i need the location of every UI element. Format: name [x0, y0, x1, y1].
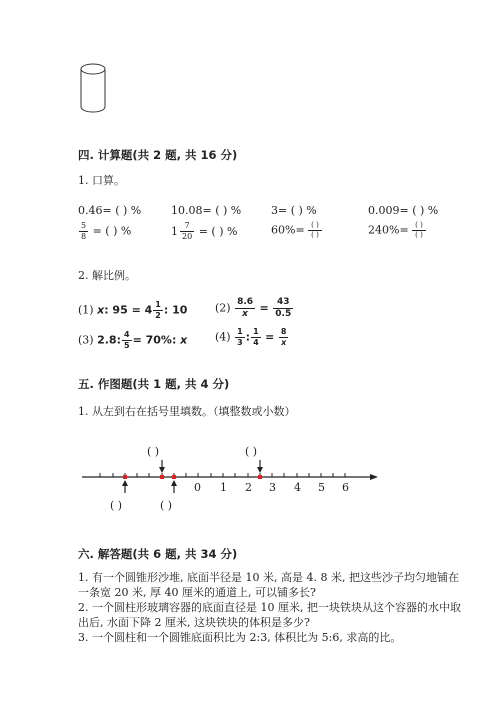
problem-2-line-1: 2. 一个圆柱形玻璃容器的底面直径是 10 厘米, 把一块铁块从这个容器的水中取: [78, 601, 461, 614]
section4-title: 四. 计算题(共 2 题, 共 16 分): [78, 148, 238, 162]
section6-title: 六. 解答题(共 6 题, 共 34 分): [78, 547, 238, 561]
section5-title: 五. 作图题(共 1 题, 共 4 分): [78, 377, 230, 391]
tick-label-1: 1: [220, 481, 227, 494]
tick-label-6: 6: [342, 481, 349, 494]
problem-2-line-2: 出后, 水面下降 2 厘米, 这块铁块的体积是多少?: [78, 616, 310, 629]
oral-calc-7: 60%= $\frac{( )}{( )}$: [271, 222, 322, 239]
proportion-1: (1) x: 95 = 4 $\frac{1}{2}$ : 10: [78, 300, 188, 320]
tick-label-2: 2: [245, 481, 252, 494]
q2-label: 2. 解比例。: [78, 269, 136, 282]
proportion-4: (4) $\frac{1}{3}$ : $\frac{1}{4}$ = $\frac{8}{x}$: [215, 327, 287, 347]
answer-blank-top-1[interactable]: ( ): [147, 445, 160, 458]
oral-calc-6: 1 $\frac{7}{20}$ = ( ) %: [171, 221, 238, 241]
tick-label-4: 4: [294, 481, 301, 494]
number-line-question: 1. 从左到右在括号里填数。（填整数或小数）: [78, 405, 296, 418]
problem-1-line-2: 一条宽 20 米, 厚 40 厘米的通道上, 可以铺多长?: [78, 586, 316, 599]
oral-calc-5: $\frac{5}{8}$ = ( ) %: [81, 221, 132, 241]
answer-blank-bottom-1[interactable]: ( ): [110, 499, 123, 512]
tick-label-3: 3: [269, 481, 276, 494]
cylinder-figure: [78, 62, 108, 114]
tick-label-0: 0: [194, 481, 201, 494]
tick-label-5: 5: [318, 481, 325, 494]
oral-calc-4: 0.009= ( ) %: [368, 204, 439, 217]
oral-calc-3: 3= ( ) %: [271, 204, 317, 217]
proportion-2: (2) $\frac{8.6}{x}$ = $\frac{43}{0.5}$: [215, 297, 292, 319]
oral-calc-1: 0.46= ( ) %: [78, 204, 142, 217]
answer-blank-top-2[interactable]: ( ): [245, 445, 258, 458]
problem-1-line-1: 1. 有一个圆锥形沙堆, 底面半径是 10 米, 高是 4. 8 米, 把这些沙子均匀地铺在: [78, 571, 459, 584]
oral-calc-8: 240%= $\frac{( )}{( )}$: [368, 222, 426, 239]
q1-label: 1. 口算。: [78, 174, 125, 187]
oral-calc-2: 10.08= ( ) %: [171, 204, 242, 217]
proportion-3: (3) 2.8: $\frac{4}{5}$ = 70%: x: [78, 330, 188, 350]
problem-3: 3. 一个圆柱和一个圆锥底面积比为 2:3, 体积比为 5:6, 求高的比。: [78, 631, 402, 644]
number-line: [78, 440, 388, 515]
answer-blank-bottom-2[interactable]: ( ): [160, 499, 173, 512]
